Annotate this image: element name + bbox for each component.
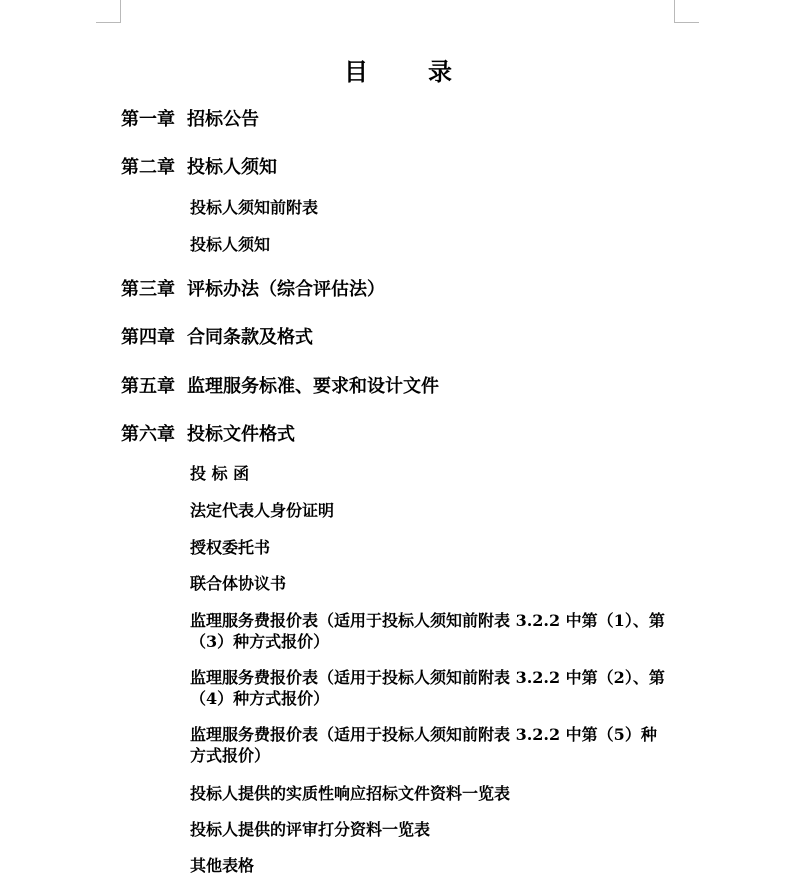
toc-item[interactable]: 法定代表人身份证明 — [190, 501, 335, 520]
page-title: 目录 — [344, 57, 512, 86]
chapter-number: 第三章 — [121, 279, 175, 300]
chapter-number: 第五章 — [121, 376, 175, 397]
toc-item[interactable]: 联合体协议书 — [190, 574, 287, 593]
toc-item[interactable]: 监理服务费报价表（适用于投标人须知前附表 3.2.2 中第（1）、第（3）种方式报价） — [190, 611, 665, 651]
toc-item[interactable]: 授权委托书 — [190, 538, 271, 557]
chapter-number: 第一章 — [121, 109, 175, 130]
chapter-number: 第四章 — [121, 327, 175, 348]
toc-chapter-4[interactable] — [121, 327, 313, 349]
chapter-title: 评标办法（综合评估法） — [187, 279, 385, 300]
toc-chapter-2[interactable] — [121, 157, 277, 179]
chapter-number: 第二章 — [121, 157, 175, 178]
toc-item[interactable]: 投标人提供的评审打分资料一览表 — [190, 820, 431, 839]
toc-item[interactable]: 监理服务费报价表（适用于投标人须知前附表 3.2.2 中第（2）、第（4）种方式报价） — [190, 668, 665, 708]
toc-item[interactable]: 投标人须知 — [190, 235, 271, 254]
toc-item[interactable]: 投 标 函 — [190, 464, 250, 483]
chapter-title: 监理服务标准、要求和设计文件 — [187, 376, 439, 397]
chapter-title: 投标文件格式 — [187, 424, 295, 445]
chapter-number: 第六章 — [121, 424, 175, 445]
toc-chapter-1[interactable] — [121, 109, 259, 131]
toc-item[interactable]: 其他表格 — [190, 856, 255, 875]
chapter-title: 招标公告 — [187, 109, 259, 130]
toc-item[interactable]: 投标人提供的实质性响应招标文件资料一览表 — [190, 784, 511, 803]
chapter-title: 投标人须知 — [187, 157, 277, 178]
toc-chapter-6[interactable] — [121, 424, 295, 446]
toc-chapter-5[interactable] — [121, 376, 439, 398]
chapter-title: 合同条款及格式 — [187, 327, 313, 348]
toc-chapter-3[interactable] — [121, 279, 385, 301]
toc-item[interactable]: 监理服务费报价表（适用于投标人须知前附表 3.2.2 中第（5）种方式报价） — [190, 725, 657, 765]
toc-item[interactable]: 投标人须知前附表 — [190, 198, 319, 217]
